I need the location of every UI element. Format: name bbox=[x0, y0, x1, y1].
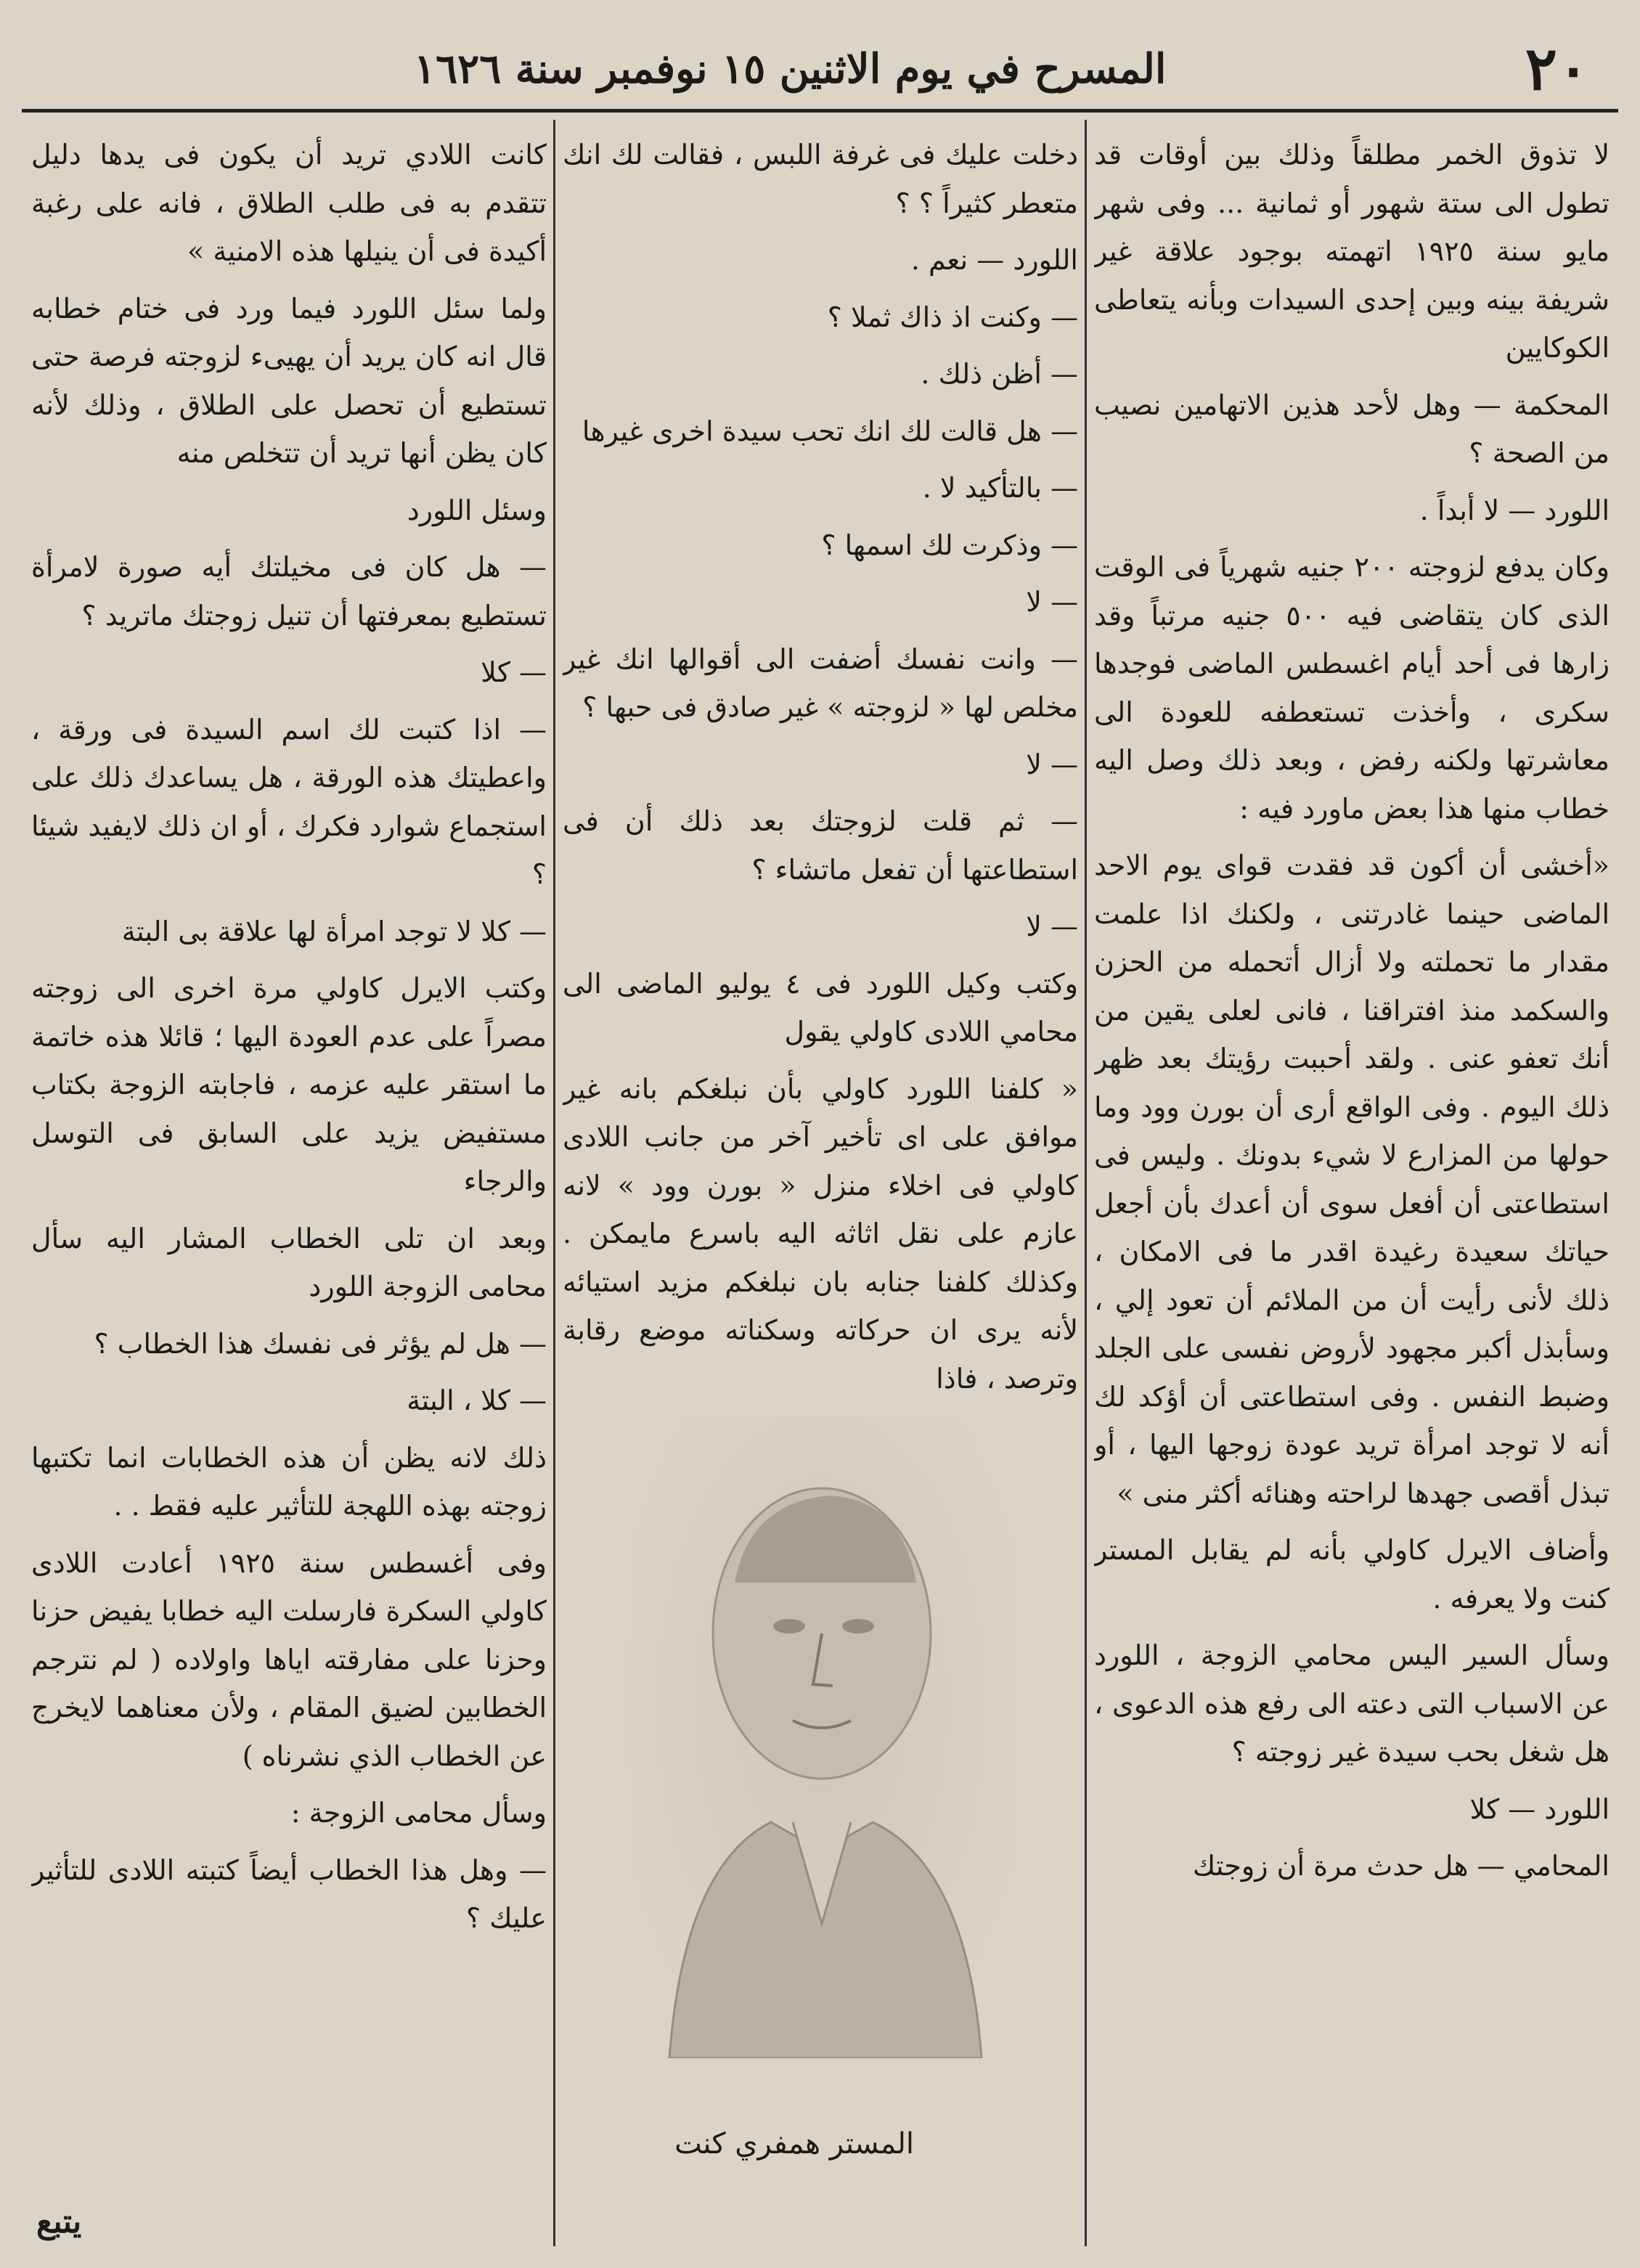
paragraph: وأضاف الايرل كاولي بأنه لم يقابل المستر كنت ولا يعرفه . bbox=[1094, 1534, 1610, 1615]
paragraph: — وذكرت لك اسمها ؟ bbox=[821, 529, 1078, 561]
paragraph: — اذا كتبت لك اسم السيدة فى ورقة ، واعطيتك هذه الورقة ، هل يساعدك ذلك على استجماع شوارد فكرك ، أو ان ذلك لايفيد شيئا ؟ bbox=[31, 713, 547, 890]
paragraph: — كلا bbox=[481, 656, 547, 688]
paragraph: اللورد — كلا bbox=[1469, 1792, 1610, 1825]
paragraph: لا تذوق الخمر مطلقاً وذلك بين أوقات قد تطول الى ستة شهور أو ثمانية ... وفى شهر مايو سنة ١٩٢٥ اتهمته بوجود علاقة غير شريفة بينه وبين إحدى السيدات وبأنه يتعاطى الكوكايين bbox=[1094, 139, 1610, 364]
paragraph: — كلا ، البتة bbox=[407, 1384, 547, 1416]
paragraph: — وانت نفسك أضفت الى أقوالها انك غير مخلص لها « لزوجته » غير صادق فى حبها ؟ bbox=[563, 643, 1078, 723]
paragraph: المحكمة — وهل لأحد هذين الاتهامين نصيب من الصحة ؟ bbox=[1094, 388, 1610, 469]
paragraph: — هل لم يؤثر فى نفسك هذا الخطاب ؟ bbox=[94, 1327, 547, 1360]
paragraph: المحامي — هل حدث مرة أن زوجتك bbox=[1192, 1850, 1610, 1882]
header-rule bbox=[22, 109, 1618, 113]
paragraph: ولما سئل اللورد فيما ورد فى ختام خطابه قال انه كان يريد أن يهيىء لزوجته فرصة حتى تستطيع أن تحصل على الطلاق ، وذلك لأنه كان يظن أنها تريد أن تتخلص منه bbox=[31, 292, 547, 469]
column-divider bbox=[553, 120, 555, 2246]
paragraph: وسأل محامى الزوجة : bbox=[290, 1797, 547, 1829]
paragraph: — هل قالت لك انك تحب سيدة اخرى غيرها bbox=[582, 415, 1078, 447]
paragraph: — لا bbox=[1026, 586, 1078, 618]
column-divider bbox=[1085, 120, 1087, 2246]
paragraph: وبعد ان تلى الخطاب المشار اليه سأل محامى الزوجة اللورد bbox=[31, 1222, 547, 1302]
paragraph: — ثم قلت لزوجتك بعد ذلك أن فى استطاعتها أن تفعل ماتشاء ؟ bbox=[563, 805, 1078, 886]
paragraph: — هل كان فى مخيلتك أيه صورة لامرأة تستطيع بمعرفتها أن تنيل زوجتك ماتريد ؟ bbox=[31, 551, 547, 632]
paragraph: دخلت عليك فى غرفة اللبس ، فقالت لك انك متعطر كثيراً ؟ ؟ bbox=[563, 139, 1078, 219]
paragraph: اللورد — لا أبداً . bbox=[1419, 494, 1610, 526]
page-number: ٢٠ bbox=[1525, 34, 1589, 104]
paragraph: « كلفنا اللورد كاولي بأن نبلغكم بانه غير موافق على اى تأخير آخر من جانب اللادى كاولي فى اخلاء منزل « بورن وود » لانه عازم على نقل اثاثه اليه باسرع مايمكن . وكذلك كلفنا جنابه بان نبلغكم مزيد استيائه لأنه يرى ان حركاته وسكناته موضع رقابة وترصد ، فاذا bbox=[563, 1072, 1078, 1395]
paragraph: — وكنت اذ ذاك ثملا ؟ bbox=[827, 301, 1078, 333]
paragraph: — بالتأكيد لا . bbox=[922, 472, 1078, 504]
paragraph: ذلك لانه يظن أن هذه الخطابات انما تكتبها زوجته بهذه اللهجة للتأثير عليه فقط . . bbox=[31, 1441, 547, 1522]
paragraph: وكتب الايرل كاولي مرة اخرى الى زوجته مصراً على عدم العودة اليها ؛ قائلا هذه خاتمة ما استقر عليه عزمه ، فاجابته الزوجة بكتاب مستفيض يزيد على السابق فى التوسل والرجاء bbox=[31, 972, 547, 1197]
paragraph: وكتب وكيل اللورد فى ٤ يوليو الماضى الى محامي اللادى كاولي يقول bbox=[563, 967, 1078, 1048]
paragraph: — وهل هذا الخطاب أيضاً كتبته اللادى للتأثير عليك ؟ bbox=[31, 1853, 547, 1934]
paragraph: — لا bbox=[1026, 748, 1078, 780]
paragraph: وكان يدفع لزوجته ٢٠٠ جنيه شهرياً فى الوقت الذى كان يتقاضى فيه ٥٠٠ جنيه مرتباً وقد زارها فى أحد أيام اغسطس الماضى فوجدها سكرى ، وأخذت تستعطفه للعودة الى معاشرتها ولكنه رفض ، وبعد ذلك وصل اليه خطاب منها هذا بعض ماورد فيه : bbox=[1094, 551, 1610, 825]
paragraph: — أظن ذلك . bbox=[921, 358, 1078, 390]
paragraph: وفى أغسطس سنة ١٩٢٥ أعادت اللادى كاولي السكرة فارسلت اليه خطابا يفيض حزنا وحزنا على مفارقته اياها واولاده ( لم نترجم الخطابين لضيق المقام ، ولأن معناهما لايخرج عن الخطاب الذي نشرناه ) bbox=[31, 1546, 547, 1772]
paragraph: وسأل السير اليس محامي الزوجة ، اللورد عن الاسباب التى دعته الى رفع هذه الدعوى ، هل شغل بحب سيدة غير زوجته ؟ bbox=[1094, 1639, 1610, 1768]
paragraph: وسئل اللورد bbox=[407, 494, 547, 526]
paragraph: — لا bbox=[1026, 910, 1078, 942]
portrait-caption: المستر همفري كنت bbox=[674, 2127, 914, 2161]
paragraph: «أخشى أن أكون قد فقدت قواى يوم الاحد الماضى حينما غادرتنى ، ولكنك اذا علمت مقدار ما تحملته ولا أزال أتحمله من الحزن والسكمد منذ افتراقنا ، فانى لعلى يقين من أنك تعفو عنى . ولقد أحببت رؤيتك بعد ظهر ذلك اليوم . وفى الواقع أرى أن بورن وود وما حولها من المزارع لا شيء بدونك . وليس فى استطاعتى أن أفعل سوى أن أعدك بأن أجعل حياتك سعيدة رغيدة اقدر ما فى الامكان ، ذلك لأنى رأيت أن من الملائم أن تعود إلي ، وسأبذل أكبر مجهود لأروض نفسى على الجلد وضبط النفس . وفى استطاعتى أن أؤكد لك أنه لا توجد امرأة تريد عودة زوجها اليها ، أو تبذل أقصى جهدها لراحته وهنائه أكثر منى » bbox=[1094, 849, 1610, 1509]
paragraph: اللورد — نعم . bbox=[910, 244, 1078, 276]
article-column-right bbox=[1094, 131, 1610, 2246]
page-header bbox=[22, 29, 1618, 109]
paragraph: كانت اللادي تريد أن يكون فى يدها دليل تتقدم به فى طلب الطلاق ، فانه على رغبة أكيدة فى أن ينيلها هذه الامنية » bbox=[31, 139, 547, 267]
running-title: المسرح في يوم الاثنين ١٥ نوفمبر سنة ١٦٢٦ bbox=[414, 45, 1167, 93]
continued-label: يتبع bbox=[36, 2203, 82, 2240]
portrait-figure bbox=[626, 1416, 1018, 2058]
paragraph: — كلا لا توجد امرأة لها علاقة بى البتة bbox=[121, 915, 547, 947]
portrait-photo bbox=[626, 1416, 1018, 2058]
article-column-left bbox=[31, 131, 547, 2246]
